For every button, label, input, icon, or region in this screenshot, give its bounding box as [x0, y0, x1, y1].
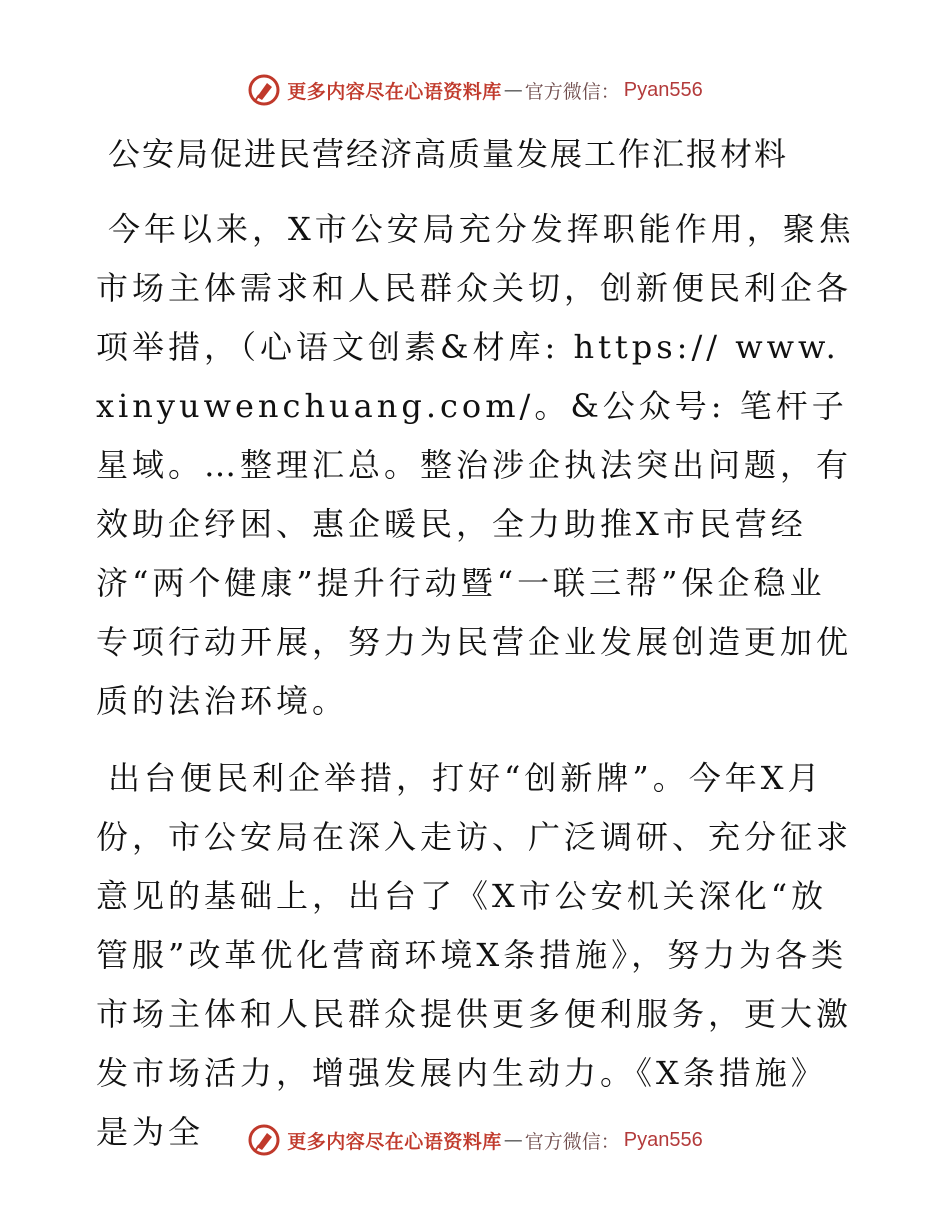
banner-wechat-id: Pyan556 — [623, 1128, 703, 1151]
banner-wechat-id: Pyan556 — [623, 78, 703, 101]
document-body — [96, 120, 856, 1180]
paragraph: 今年以来，X市公安局充分发挥职能作用，聚焦市场主体需求和人民群众关切，创新便民利企各项举措，（心语文创素&材库: https:// www.xinyuwenchuang.com/。&公众号: 笔杆子星域。…整理汇总。整治涉企执法突出问题，有效助企纾困、惠企暖民，全力助推X市民营经济“两个健康”提升行动暨“一联三帮”保企稳业专项行动开展，努力为民营企业发展创造更加优质的法治环境。 — [96, 210, 855, 720]
pen-nib-icon — [247, 73, 281, 107]
document-title: 公安局促进民营经济高质量发展工作汇报材料 — [108, 135, 789, 173]
banner-slogan: 更多内容尽在心语资料库 — [287, 80, 502, 103]
banner-wechat-label: 官方微信： — [524, 1130, 620, 1153]
paragraph: 出台便民利企举措，打好“创新牌”。今年X月份，市公安局在深入走访、广泛调研、充分征求意见的基础上，出台了《X市公安机关深化“放管服”改革优化营商环境X条措施》，努力为各类市场主体和人民群众提供更多便利服务，更大激发市场活力，增强发展内生动力。《X条措施》是为全 — [96, 759, 853, 1151]
banner-wechat-label: 官方微信： — [524, 80, 620, 103]
banner-slogan: 更多内容尽在心语资料库 — [287, 1130, 502, 1153]
banner-separator: — — [503, 1129, 523, 1151]
banner-separator: — — [503, 79, 523, 101]
header-banner — [0, 70, 950, 110]
pen-nib-icon — [247, 1123, 281, 1157]
footer-banner — [0, 1120, 950, 1160]
